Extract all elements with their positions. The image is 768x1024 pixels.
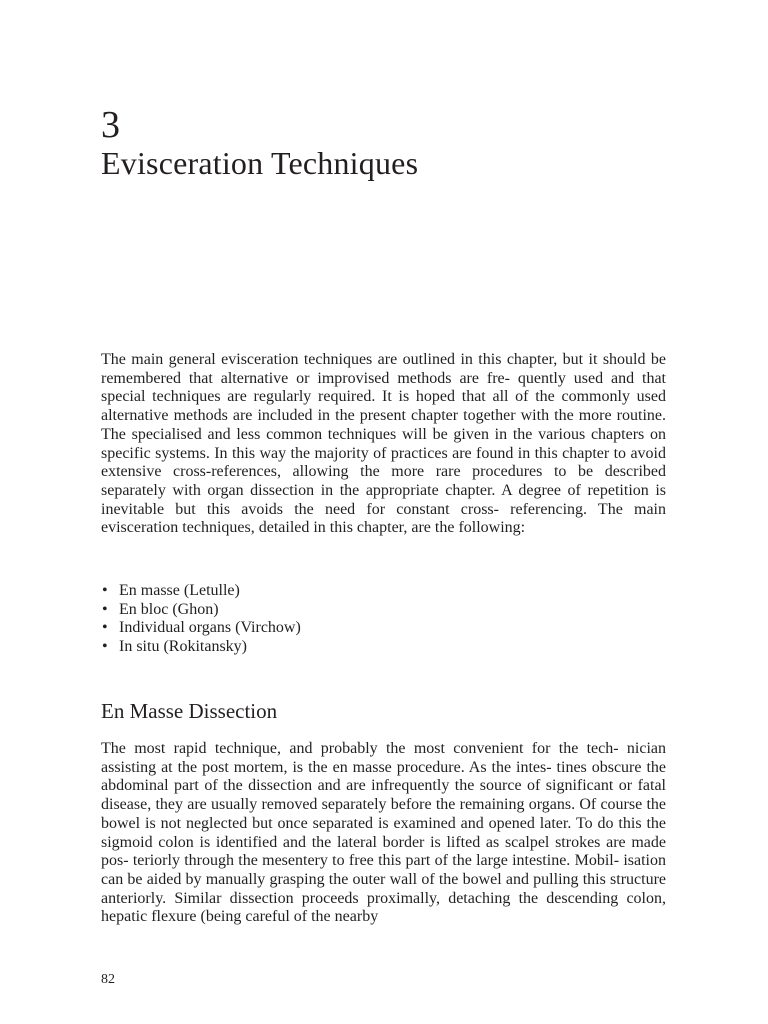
list-item — [101, 582, 301, 601]
list-item — [101, 638, 301, 657]
list-item-text: En masse (Letulle) — [119, 582, 240, 599]
section-paragraph: The most rapid technique, and probably the most convenient for the tech- nician assisting at the post mortem, is the en masse procedure. As the intes- tines obscure the abdominal part of the dissection and are infrequently the source of significant or fatal disease, they are usually removed separately before the remaining organs. Of course the bowel is not neglected but once separated is examined and opened later. To do this the sigmoid colon is identified and the lateral border is lifted as scalpel strokes are made pos- teriorly through the mesentery to free this part of the large intestine. Mobil- isation can be aided by manually grasping the outer wall of the bowel and pulling this structure anteriorly. Similar dissection proceeds proximally, detaching the descending colon, hepatic flexure (being careful of the nearby — [101, 740, 666, 926]
section-heading: En Masse Dissection — [101, 699, 278, 723]
chapter-title: Evisceration Techniques — [101, 145, 419, 181]
list-item — [101, 619, 301, 638]
technique-list — [101, 582, 301, 657]
list-item-text: En bloc (Ghon) — [119, 600, 219, 618]
bullet-icon: • — [102, 582, 108, 599]
bullet-icon: • — [102, 638, 108, 656]
chapter-number: 3 — [101, 104, 120, 146]
bullet-icon: • — [102, 619, 108, 637]
page-number: 82 — [101, 972, 115, 987]
list-item-text: Individual organs (Virchow) — [119, 619, 301, 637]
bullet-icon: • — [102, 600, 108, 618]
intro-paragraph: The main general evisceration techniques are outlined in this chapter, but it should be remembered that alternative or improvised methods are fre- quently used and that special techniques are regularly required. It is hoped that all of the commonly used alternative methods are included in the present chapter together with the more routine. The specialised and less common techniques will be given in the various chapters on specific systems. In this way the majority of practices are found in this chapter to avoid extensive cross-references, allowing the more rare procedures to be described separately with organ dissection in the appropriate chapter. A degree of repetition is inevitable but this avoids the need for constant cross- referencing. The main evisceration techniques, detailed in this chapter, are the following: — [101, 351, 666, 537]
list-item-text: In situ (Rokitansky) — [119, 638, 247, 656]
list-item — [101, 601, 301, 620]
